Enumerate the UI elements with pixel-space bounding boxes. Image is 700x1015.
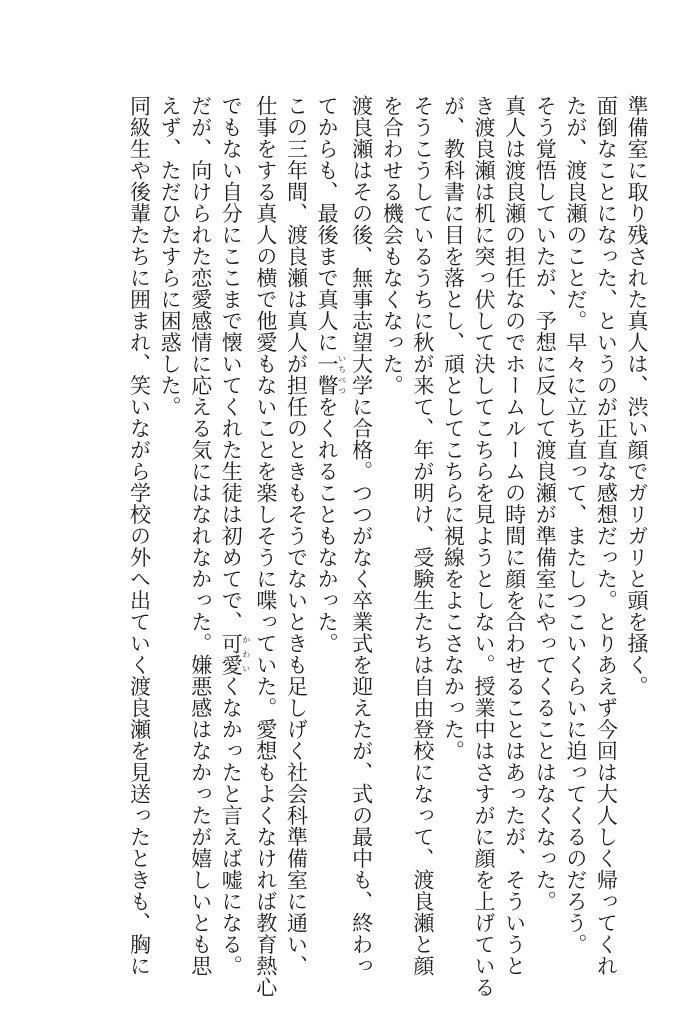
ruby-line2-before: でもない自分にここまで懐いてくれた生徒は初めてで、 xyxy=(219,95,244,633)
text-line-1: 準備室に取り残された真人は、渋い顔でガリガリと頭を掻く。 xyxy=(625,95,649,697)
text-line-5: 真人は渡良瀬の担任なのでホームルームの時間に顔を合わせることはあったが、そういうと xyxy=(502,95,527,977)
text-line-11-ruby xyxy=(311,95,346,975)
text-line-9: を合わせる機会もなくなった。 xyxy=(380,95,405,396)
text-line-10: 渡良瀬はその後、無事志望大学に合格。つつがなく卒業式を迎えたが、式の最中も、終わっ xyxy=(349,95,374,977)
ruby-base: 一瞥 xyxy=(315,353,340,396)
text-line-12: この三年間、渡良瀬は真人が担任のときもそうでないときも足しげく社会科準備室に通い、 xyxy=(284,95,309,977)
text-line-8: そうこうしているうちに秋が来て、年が明け、受験生たちは自由登校になって、渡良瀬と顔 xyxy=(410,95,435,977)
ruby-line2-after: くなかったと言えば嘘になる。 xyxy=(219,675,244,977)
text-line-7: が、教科書に目を落とし、頑としてこちらに視線をよこさなかった。 xyxy=(441,95,466,762)
vertical-text-block xyxy=(22,95,652,998)
text-line-3: たが、渡良瀬のことだ。早々に立ち直って、またしつこいくらいに迫ってくるのだろう。 xyxy=(563,95,588,955)
ruby2-reading: かわい xyxy=(241,632,251,676)
text-line-17: 同級生や後輩たちに囲まれ、笑いながら学校の外へ出ていく渡良瀬を見送ったときも、胸に xyxy=(127,95,152,977)
ruby-reading: いちべつ xyxy=(337,353,347,396)
ruby-ichibetsu xyxy=(315,353,347,396)
text-line-15: だが、向けられた恋愛感情に応える気にはなれなかった。嫌悪感はなかったが嬉しいとも思 xyxy=(188,95,213,977)
text-line-4: そう覚悟していたが、予想に反して渡良瀬が準備室にやってくることはなくなった。 xyxy=(533,95,558,912)
ruby-line-before: てからも、最後まで真人に xyxy=(315,95,340,353)
ruby2-base: 可愛 xyxy=(219,632,244,676)
ruby-line-after: をくれることもなかった。 xyxy=(315,396,340,654)
text-line-13: 仕事をする真人の横で他愛もないことを楽しそうに喋っていた。愛想もよくなければ教育熱心 xyxy=(253,95,278,998)
text-line-16: えず、ただひたすらに困惑した。 xyxy=(158,95,183,418)
text-line-2: 面倒なことになった、というのが正直な感想だった。とりあえず今回は大人しく帰ってくれ xyxy=(594,95,619,977)
text-line-14-ruby xyxy=(216,95,251,975)
ruby-kawaii xyxy=(219,632,251,676)
text-line-6: き渡良瀬は机に突っ伏して決してこちらを見ようとしない。授業中はさすがに顔を上げている xyxy=(472,95,497,998)
